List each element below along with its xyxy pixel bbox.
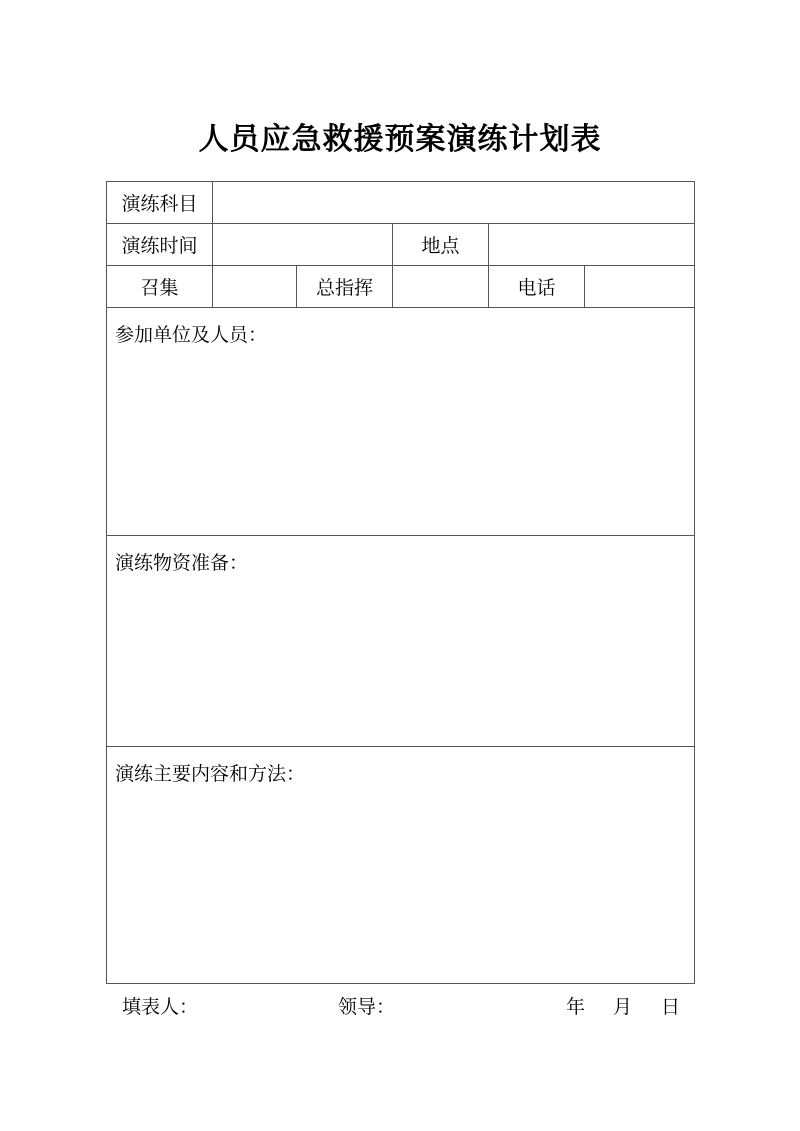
drill-plan-form: [106, 181, 695, 984]
time-field[interactable]: [213, 224, 393, 266]
form-row-subject: [107, 182, 695, 224]
commander-label: 总指挥: [297, 266, 393, 308]
time-label: 演练时间: [107, 224, 213, 266]
page-title: 人员应急救援预案演练计划表: [198, 122, 602, 157]
materials-section[interactable]: [107, 536, 695, 747]
month-label: 月: [613, 996, 633, 1018]
leader-label: 领导：: [338, 996, 396, 1018]
subject-field[interactable]: [213, 182, 695, 224]
content-section[interactable]: [107, 747, 695, 984]
form-row-convene: [107, 266, 695, 308]
units-label: 参加单位及人员：: [115, 324, 268, 346]
place-field[interactable]: [489, 224, 695, 266]
units-section[interactable]: [107, 308, 695, 536]
convene-field[interactable]: [213, 266, 297, 308]
day-label: 日: [661, 996, 681, 1018]
subject-label: 演练科目: [107, 182, 213, 224]
convene-label: 召集: [107, 266, 213, 308]
form-row-content: [107, 747, 695, 984]
form-row-time-place: [107, 224, 695, 266]
content-label: 演练主要内容和方法：: [115, 763, 306, 785]
filler-label: 填表人：: [122, 996, 199, 1018]
form-row-units: [107, 308, 695, 536]
phone-field[interactable]: [585, 266, 695, 308]
phone-label: 电话: [489, 266, 585, 308]
commander-field[interactable]: [393, 266, 489, 308]
year-label: 年: [566, 996, 586, 1018]
place-label: 地点: [393, 224, 489, 266]
materials-label: 演练物资准备：: [115, 552, 249, 574]
form-row-materials: [107, 536, 695, 747]
